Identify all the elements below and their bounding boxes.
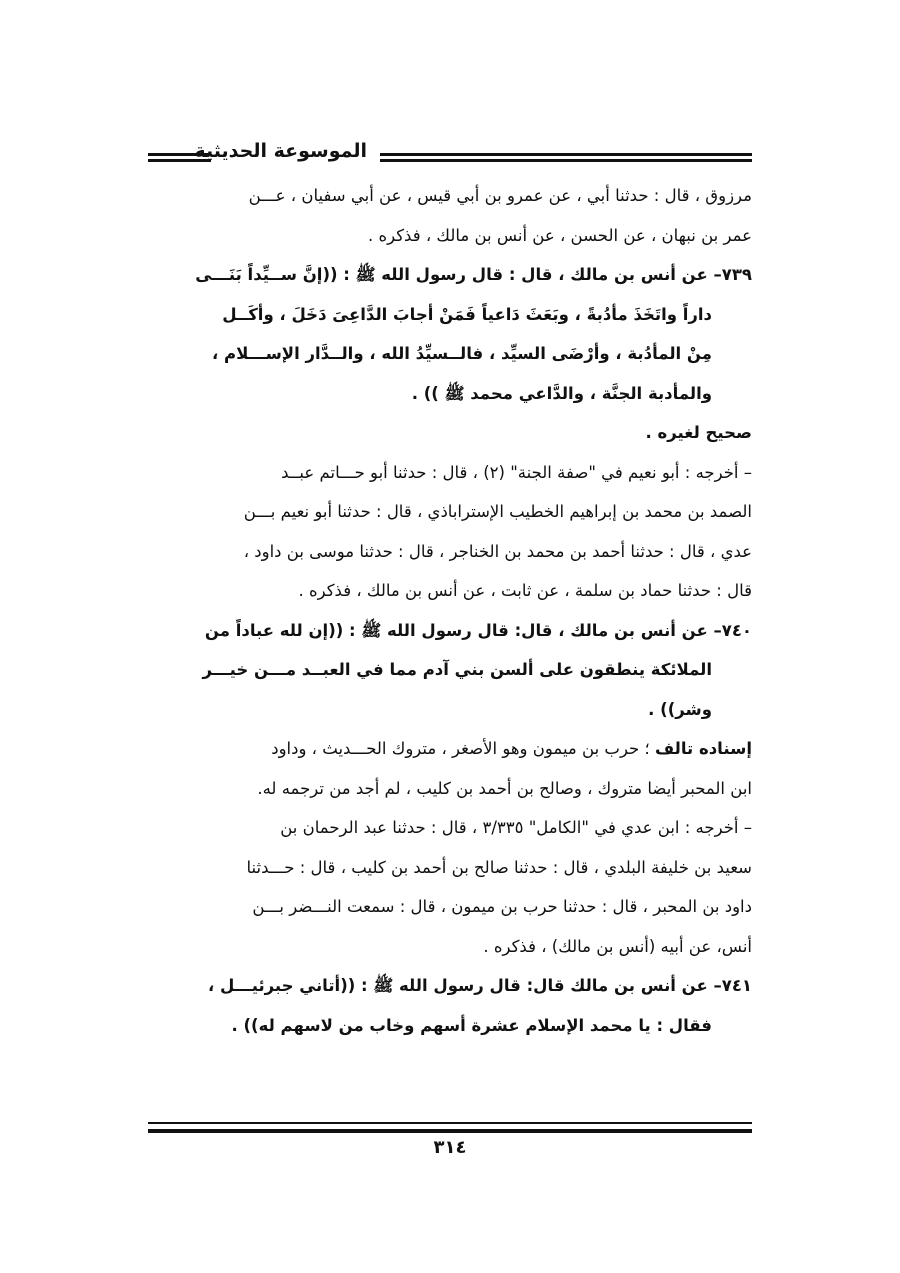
text-line: قال : حدثنا حماد بن سلمة ، عن ثابت ، عن أنس بن مالك ، فذكره . bbox=[298, 581, 752, 600]
page-number: ٣١٤ bbox=[433, 1137, 467, 1158]
text-line: والمأدبة الجنَّة ، والدَّاعي محمد ﷺ )) . bbox=[411, 383, 712, 403]
header-rule-right bbox=[380, 153, 752, 162]
text-line: سعيد بن خليفة البلدي ، قال : حدثنا صالح بن أحمد بن كليب ، قال : حـــدثنا bbox=[246, 857, 752, 877]
text-line: داراً واتَخَذَ مأدُبةً ، وبَعَثَ دَاعياً فَمَنْ أجابَ الدَّاعِىَ دَخَلَ ، وأكَــل bbox=[222, 304, 712, 324]
text-line: أنس، عن أبيه (أنس بن مالك) ، فذكره . bbox=[483, 936, 752, 956]
text-line: ٧٣٩– عن أنس بن مالك ، قال : قال رسول الله ﷺ : ((إنَّ ســيِّداً بَنَـــى bbox=[195, 265, 752, 284]
text-line: مرزوق ، قال : حدثنا أبي ، عن عمرو بن أبي قيس ، عن أبي سفيان ، عـــن bbox=[248, 186, 752, 205]
text-line: ٧٤٠– عن أنس بن مالك ، قال: قال رسول الله ﷺ : ((إن لله عباداً من bbox=[204, 620, 752, 640]
header-rule-left bbox=[148, 153, 211, 162]
text-line: داود بن المحبر ، قال : حدثنا حرب بن ميمون ، قال : سمعت النـــضر بـــن bbox=[252, 897, 752, 916]
text-line: صحيح لغيره . bbox=[645, 423, 752, 442]
text-line: الصمد بن محمد بن إبراهيم الخطيب الإستراباذي ، قال : حدثنا أبو نعيم بـــن bbox=[243, 502, 752, 521]
text-line bbox=[148, 729, 752, 769]
page-body bbox=[148, 176, 752, 1045]
text-line: فقال : يا محمد الإسلام عشرة أسهم وخاب من لاسهم له)) . bbox=[231, 1015, 712, 1035]
grading-text: ؛ حرب بن ميمون وهو الأصغر ، متروك الحـــديث ، وداود bbox=[271, 739, 655, 758]
text-line: الملائكة ينطقون على ألسن بني آدم مما في العبــد مـــن خيـــر bbox=[202, 660, 712, 679]
grading-label: إسناده تالف bbox=[654, 739, 752, 758]
footer-rule bbox=[148, 1122, 752, 1133]
text-line: ابن المحبر أيضا متروك ، وصالح بن أحمد بن كليب ، لم أجد من ترجمه له. bbox=[257, 778, 752, 798]
text-line: ٧٤١– عن أنس بن مالك قال: قال رسول الله ﷺ : ((أتاني جبرئيـــل ، bbox=[208, 976, 752, 995]
text-line: عمر بن نبهان ، عن الحسن ، عن أنس بن مالك ، فذكره . bbox=[367, 225, 752, 245]
running-header bbox=[148, 140, 752, 172]
text-line: عدي ، قال : حدثنا أحمد بن محمد بن الخناجر ، قال : حدثنا موسى بن داود ، bbox=[243, 541, 752, 561]
text-line: وشر)) . bbox=[648, 699, 712, 719]
header-title: الموسوعة الحديثية bbox=[194, 140, 367, 162]
text-line: – أخرجه : أبو نعيم في "صفة الجنة" (٢) ، قال : حدثنا أبو حـــاتم عبــد bbox=[281, 462, 752, 482]
text-line: – أخرجه : ابن عدي في "الكامل" ٣/٣٣٥ ، قال : حدثنا عبد الرحمان بن bbox=[280, 818, 752, 837]
text-line: مِنْ المأدُبة ، وأرْضَى السيِّد ، فالــسيِّدُ الله ، والــدَّار الإســـلام ، bbox=[212, 344, 712, 363]
